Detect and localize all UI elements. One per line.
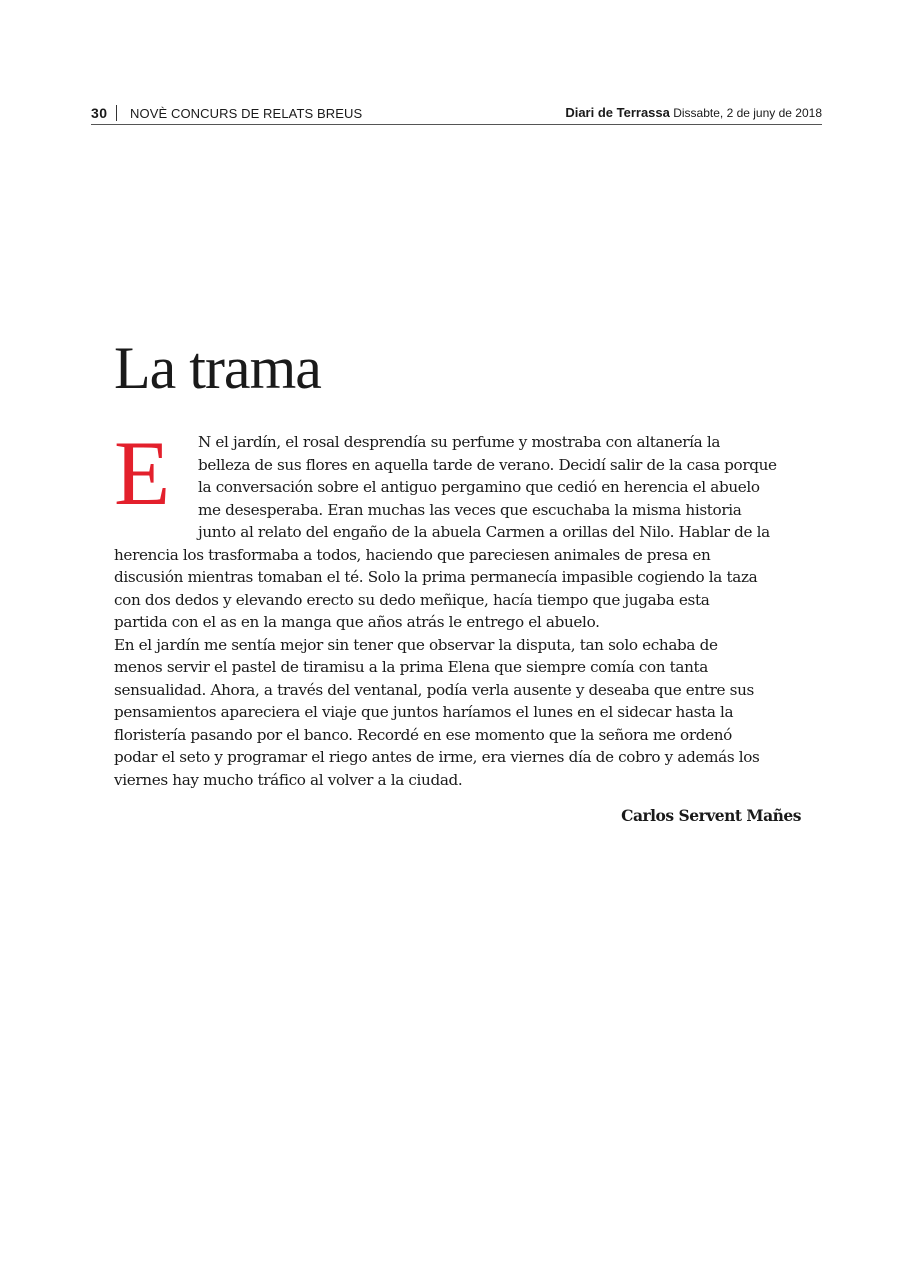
body-line: discusión mientras tomaban el té. Solo la prima permanecía impasible cogiendo la taza: [114, 568, 758, 586]
article-body: [114, 422, 802, 791]
publication-info: [565, 105, 822, 120]
header-divider: [116, 105, 117, 121]
body-line: con dos dedos y elevando erecto su dedo meñique, hacía tiempo que jugaba esta: [114, 590, 710, 609]
body-line: floristería pasando por el banco. Recordé en ese momento que la señora me ordenó: [114, 725, 732, 744]
body-line: sensualidad. Ahora, a través del ventanal, podía verla ausente y deseaba que entre sus: [114, 680, 754, 699]
section-title: NOVÈ CONCURS DE RELATS BREUS: [130, 106, 363, 121]
body-line: pensamientos apareciera el viaje que juntos haríamos el lunes en el sidecar hasta la: [114, 703, 734, 721]
body-line: partida con el as en la manga que años atrás le entrego el abuelo.: [114, 613, 600, 631]
body-line: la conversación sobre el antiguo pergamino que cedió en herencia el abuelo: [198, 478, 760, 496]
body-line: En el jardín me sentía mejor sin tener que observar la disputa, tan solo echaba de: [114, 635, 718, 654]
publication-date: Dissabte, 2 de juny de 2018: [673, 106, 822, 120]
page-header: [91, 104, 822, 125]
article-title: La trama: [114, 335, 321, 401]
body-line: podar el seto y programar el riego antes de irme, era viernes día de cobro y además los: [114, 748, 760, 766]
article-author: Carlos Servent Mañes: [621, 806, 801, 825]
body-line: belleza de sus flores en aquella tarde de verano. Decidí salir de la casa porque: [198, 455, 777, 474]
body-line: menos servir el pastel de tiramisu a la prima Elena que siempre comía con tanta: [114, 658, 708, 676]
newspaper-name: Diari de Terrassa: [565, 105, 670, 120]
body-line: junto al relato del engaño de la abuela Carmen a orillas del Nilo. Hablar de la: [198, 523, 770, 541]
body-line: viernes hay mucho tráfico al volver a la ciudad.: [114, 770, 463, 789]
drop-cap: E: [114, 422, 170, 524]
body-line: me desesperaba. Eran muchas las veces que escuchaba la misma historia: [198, 500, 742, 519]
body-line: herencia los trasformaba a todos, haciendo que pareciesen animales de presa en: [114, 545, 711, 564]
page-number: 30: [91, 105, 108, 121]
body-line: N el jardín, el rosal desprendía su perfume y mostraba con altanería la: [198, 433, 721, 451]
